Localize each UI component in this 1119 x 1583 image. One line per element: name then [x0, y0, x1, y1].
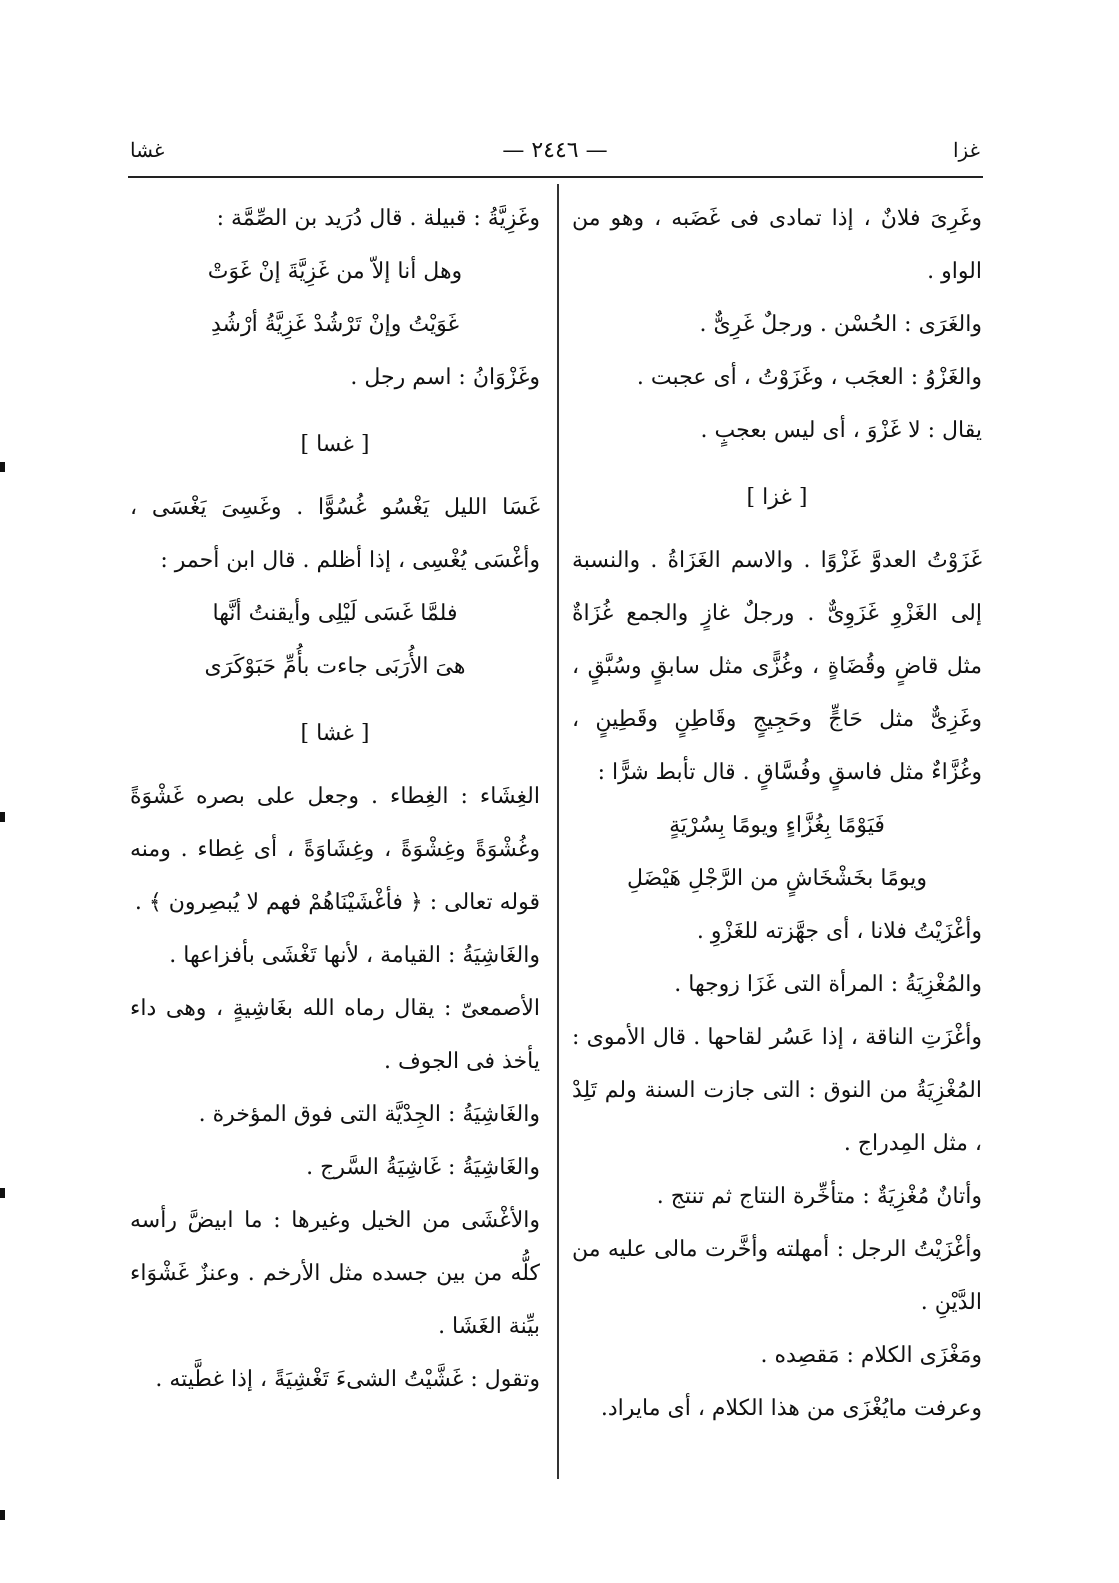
header-right-entry: غزا [952, 138, 980, 162]
entry-paragraph: والغَرَى : الحُسْن . ورجلٌ غَرِىٌّ . [699, 312, 982, 337]
entry-paragraph: الأصمعىّ : يقال رماه الله بغَاشِيةٍ ، وهى داء يأخذ فى الجوف . [130, 996, 540, 1074]
entry-paragraph: ومَغْزَى الكلام : مَقصِده . [760, 1343, 982, 1368]
column-divider [557, 184, 559, 1479]
entry-paragraph: الغِشَاء : الغِطاء . وجعل على بصره غَشْوَةً وغُشْوَةً وغِشْوَةً ، وغِشَاوَةً ، أى غِطاء . ومنه قوله تعالى : ﴿ فأغْشَيْنَاهُمْ فهم لا يُبصِرون ﴾ . [130, 784, 540, 915]
entry-paragraph: والغَاشِيَةُ : غَاشِيَةُ السَّرج . [306, 1155, 540, 1180]
verse-line: ويومًا بخَشْخَاشٍ من الرَّجْلِ هَيْضَلِ [626, 866, 927, 891]
entry-paragraph: وغَزْوَانُ : اسم رجل . [350, 365, 540, 390]
page-header [130, 138, 980, 172]
header-left-entry: غشا [130, 138, 165, 162]
verse-line: وهل أنا إلاّ من غَزِيَّةَ إنْ غَوَتْ [207, 259, 463, 284]
entry-paragraph: والمُغْزِيَةُ : المرأة التى غَزَا زوجها . [674, 972, 982, 997]
entry-heading: [ غزا ] [746, 485, 808, 510]
entry-paragraph: وأتانٌ مُغْزِيَةٌ : متأخِّرة النتاج ثم تنتج . [656, 1184, 982, 1209]
entry-paragraph: وغَرِىَ فلانٌ ، إذا تمادى فى غَضَبه ، وهو من الواو . [572, 206, 982, 284]
verse-line: فَيَوْمًا بِغُزَّاءٍ ويومًا بِسُرْيَةٍ [669, 813, 885, 838]
entry-heading: [ غسا ] [300, 432, 370, 457]
entry-paragraph: والغَاشِيَةُ : القيامة ، لأنها تَغْشَى بأفزاعها . [169, 943, 540, 968]
scan-edge-mark [0, 462, 5, 472]
right-column [572, 192, 982, 1435]
entry-paragraph: والغَاشِيَةُ : الجِدْيَّة التى فوق المؤخرة . [198, 1102, 540, 1127]
header-rule [128, 176, 983, 178]
scan-edge-mark [0, 1510, 5, 1520]
entry-paragraph: والأغْشَى من الخيل وغيرها : ما ابيضَّ رأسه كلُّه من بين جسده مثل الأرخم . وعنزٌ غَشْوَاء بيِّنة الغَشَا . [130, 1208, 540, 1339]
scan-edge-mark [0, 1188, 5, 1198]
entry-paragraph: وأغْزَيْتُ الرجل : أمهلته وأخَّرت مالى عليه من الدَّيْنِ . [572, 1237, 982, 1315]
verse-line: هىَ الأُرَبَى جاءت بأُمِّ حَبَوْكَرَى [204, 654, 466, 679]
entry-paragraph: يقال : لا غَزْوَ ، أى ليس بعجبٍ . [700, 418, 982, 443]
entry-paragraph: وعرفت مايُغْزَى من هذا الكلام ، أى مايراد. [600, 1396, 982, 1421]
entry-paragraph: والغَزْوُ : العجَب ، وغَزَوْتُ ، أى عجبت . [636, 365, 982, 390]
entry-paragraph: وأغْزَيْتُ فلانا ، أى جهَّزته للغَزْوِ . [696, 919, 982, 944]
page-number: — ٢٤٤٦ — [502, 138, 608, 163]
entry-paragraph: غَزَوْتُ العدوَّ غَزْوًا . والاسم الغَزَاةُ . والنسبة إلى الغَزْوِ غَزَوِىٌّ . ورجلٌ غازٍ والجمع غُزَاةٌ مثل قاضٍ وقُضَاةٍ ، وغُزًّى مثل سابقٍ وسُبَّقٍ ، وغَزِىٌّ مثل حَاجٍّ وحَجِيجٍ وقَاطِنٍ وقَطِينٍ ، وغُزَّاءٌ مثل فاسقٍ وفُسَّاقٍ . قال تأبط شرًّا : [572, 548, 982, 785]
entry-paragraph: وأغْزَتِ الناقة ، إذا عَسُر لقاحها . قال الأموى : المُغْزِيَةُ من النوق : التى جازت السنة ولم تَلِدْ ، مثل المِدراج . [572, 1025, 982, 1156]
left-column [130, 192, 540, 1406]
entry-paragraph: غَسَا الليل يَغْسُو غُسُوًّا . وغَسِىَ يَغْسَى ، وأغْسَى يُغْسِى ، إذا أظلم . قال ابن أحمر : [130, 495, 540, 573]
scan-edge-mark [0, 812, 5, 822]
entry-paragraph: وتقول : غَشَّيْتُ الشىءَ تَغْشِيَةً ، إذا غطَّيته . [155, 1367, 540, 1392]
entry-heading: [ غشا ] [300, 721, 370, 746]
verse-line: غَوَيْتُ وإنْ تَرْشُدْ غَزِيَّةُ أرْشُدِ [211, 312, 459, 337]
verse-line: فلمَّا غَسَى لَيْلِى وأيقنتُ أنَّها [212, 601, 458, 626]
entry-paragraph: وغَزِيَّةُ : قبيلة . قال دُرَيد بن الصِّمَّة : [216, 206, 540, 231]
